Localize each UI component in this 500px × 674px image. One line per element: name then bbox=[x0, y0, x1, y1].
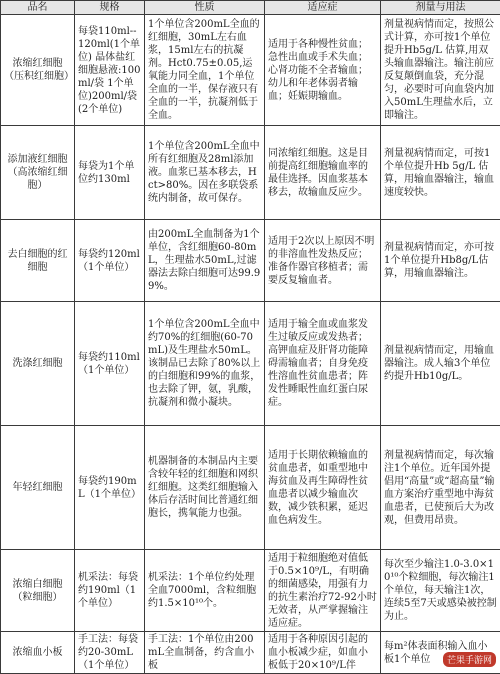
product-nature: 1个单位含200mL全血的红细胞，30mL左右血浆，15ml左右的抗凝剂。Hct0.75±0.05,运氧能力同全血，1个单位全血的一半，保存液只有全血的一半，抗凝剂低于全血。 bbox=[145, 15, 265, 126]
product-indication: 适用于粒细胞绝对值低于0.5×10⁹/L，有明确的细菌感染，用强有力的抗生素治疗72-92小时无效者，从严掌握输注适应症。 bbox=[265, 550, 381, 632]
table-row bbox=[1, 220, 500, 302]
product-name: 浓缩白细胞（粒细胞） bbox=[1, 550, 75, 632]
product-spec: 每袋为1个单位约130ml bbox=[75, 126, 145, 220]
product-indication: 适用于各种慢性贫血；急性出血或手术失血；心肾功能不全者输血；幼儿和年老体弱者输血；妊娠期输血。 bbox=[265, 15, 381, 126]
product-spec: 每袋约190mL（1个单位） bbox=[75, 426, 145, 550]
product-nature: 手工法：1个单位由200mL全血制备，约含血小板 bbox=[145, 632, 265, 674]
product-name: 浓缩血小板 bbox=[1, 632, 75, 674]
product-indication: 适用于2次以上原因不明的非溶血性发热反应；准备作器官移植者；需要反复输血者。 bbox=[265, 220, 381, 302]
product-name: 年轻红细胞 bbox=[1, 426, 75, 550]
table-row bbox=[1, 126, 500, 220]
header-name: 品名 bbox=[1, 1, 75, 15]
header-row bbox=[1, 1, 500, 15]
product-dosage: 剂量视病情而定，每次输注1个单位。近年国外提倡用“高量”或“超高量”输血方案治疗重型地中海贫血患者，已使预后大为改观，但费用昂贵。 bbox=[381, 426, 500, 550]
product-nature: 1个单位含200mL全血中约70%的红细胞(60-70mL)及生理盐水50mL。该制品已去除了80%以上的白细胞和99%的血浆，也去除了钾，氨，乳酸，抗凝剂和微小凝块。 bbox=[145, 302, 265, 426]
product-dosage: 每次至少输注1.0-3.0×10¹⁰个粒细胞，每次输注1个单位，每天输注1次，连续5至7天或感染被控制为止。 bbox=[381, 550, 500, 632]
product-spec: 机采法：每袋约190ml（1个单位） bbox=[75, 550, 145, 632]
product-dosage: 剂量视病情而定，可按1个单位提升Hb 5g/L 估算，用输血器输注，输血速度较快。 bbox=[381, 126, 500, 220]
header-spec: 规格 bbox=[75, 1, 145, 15]
product-nature: 由200mL全血制备为1个单位，含红细胞60-80mL，生理盐水50mL,过滤器法去除白细胞可达99.99%。 bbox=[145, 220, 265, 302]
table-row bbox=[1, 15, 500, 126]
product-spec: 每袋110ml--120ml(1个单位) 晶体盐红细胞悬液:100ml/袋 1个单位)200ml/袋 (2个单位) bbox=[75, 15, 145, 126]
product-dosage: 剂量视病情而定，用输血器输注。成人输3个单位约提升Hb10g/L。 bbox=[381, 302, 500, 426]
product-spec: 手工法：每袋约20-30mL（1个单位） bbox=[75, 632, 145, 674]
product-indication: 适用于输全血或血浆发生过敏反应或发热者；高钾血症及肝肾功能障碍需输血者；自身免疫性溶血性贫血患者；阵发性睡眠性血红蛋白尿症。 bbox=[265, 302, 381, 426]
product-nature: 1个单位含200mL全血中所有红细胞及28ml添加液。血浆已基本移去，Hct>80%。因在多联袋系统内制备，故可保存。 bbox=[145, 126, 265, 220]
site-watermark: 芒果手游网 bbox=[443, 652, 496, 667]
product-spec: 每袋约110ml（1个单位） bbox=[75, 302, 145, 426]
header-dosage: 剂量与用法 bbox=[381, 1, 500, 15]
product-indication: 适用于各种原因引起的血小板减少症，如血小板低于20×10⁹/L伴 bbox=[265, 632, 381, 674]
product-spec: 每袋约120ml（1个单位） bbox=[75, 220, 145, 302]
table-row bbox=[1, 302, 500, 426]
product-name: 洗涤红细胞 bbox=[1, 302, 75, 426]
product-nature: 机采法：1个单位约处理全血7000ml，含粒细胞约1.5×10¹⁰个。 bbox=[145, 550, 265, 632]
product-indication: 同浓缩红细胞。这是目前提高红细胞输血率的最佳选择。因血浆基本移去，故输血反应少。 bbox=[265, 126, 381, 220]
table-row bbox=[1, 550, 500, 632]
header-indication: 适应症 bbox=[265, 1, 381, 15]
product-name: 添加液红细胞（高浓缩红细胞） bbox=[1, 126, 75, 220]
product-name: 去白细胞的红细胞 bbox=[1, 220, 75, 302]
product-nature: 机器制备的本制品内主要含较年轻的红细胞和网织红细胞。这类红细胞输入体后存活时间比普通红细胞长，携氧能力也强。 bbox=[145, 426, 265, 550]
product-dosage: 剂量视病情而定，按照公式计算，亦可按1个单位提升Hb5g/L 估算,用双头输血器输注。输注前应反复颠倒血袋，充分混匀，必要时可向血袋内加入50mL生理盐水后，立即输注。 bbox=[381, 15, 500, 126]
table-row bbox=[1, 632, 500, 674]
product-name: 浓缩红细胞（压积红细胞） bbox=[1, 15, 75, 126]
table-row bbox=[1, 426, 500, 550]
header-nature: 性质 bbox=[145, 1, 265, 15]
product-indication: 适用于长期依赖输血的贫血患者，如重型地中海贫血及再生障碍性贫血患者以减少输血次数，减少铁积累，延迟血色病发生。 bbox=[265, 426, 381, 550]
product-dosage: 每m²体表面积输入血小板1个单位 bbox=[381, 632, 500, 674]
product-dosage: 剂量视病情而定，亦可按1个单位提升Hb8g/L估算，用输血器输注。 bbox=[381, 220, 500, 302]
